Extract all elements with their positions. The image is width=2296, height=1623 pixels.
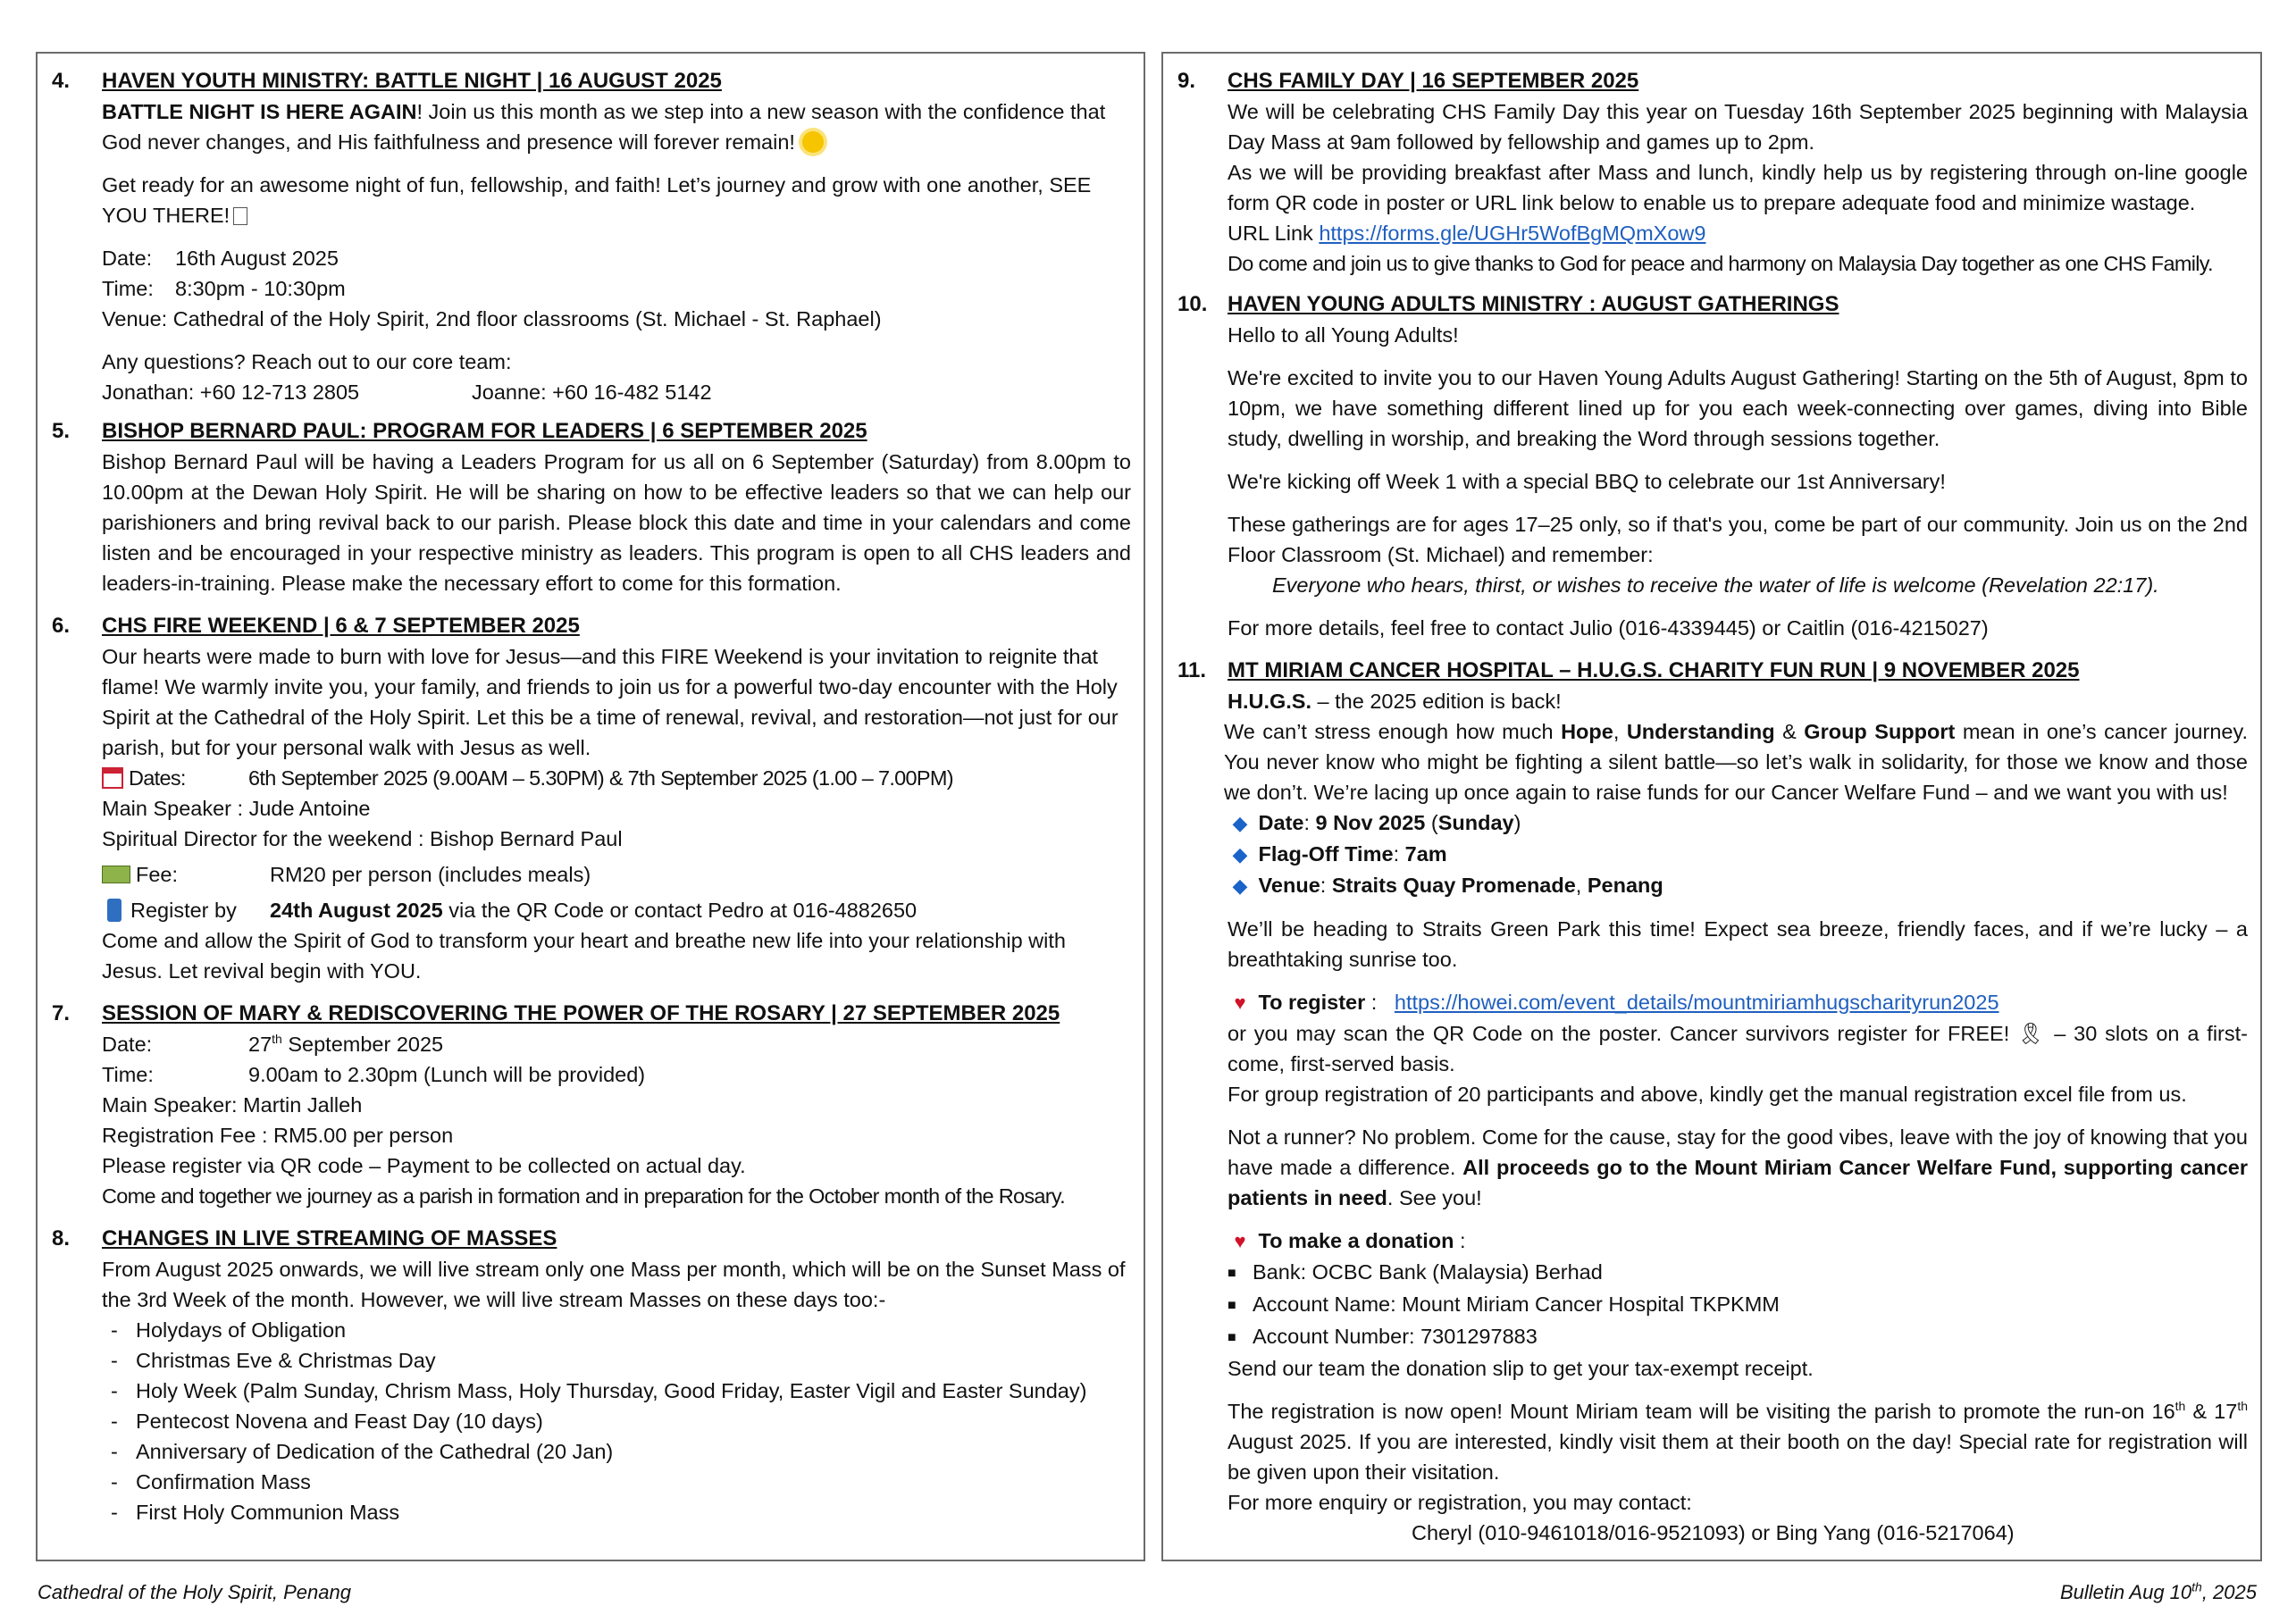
register-deadline: 24th August 2025	[270, 899, 443, 922]
sun-icon	[802, 131, 824, 153]
dates-value: 6th September 2025 (9.00AM – 5.30PM) & 7th September 2025 (1.00 – 7.00PM)	[248, 766, 953, 790]
fact-flagoff: ◆ Flag-Off Time: 7am	[1228, 839, 2248, 870]
contact-jonathan: Jonathan: +60 12-713 2805	[102, 381, 360, 404]
fact-extra: Sunday	[1437, 811, 1514, 834]
list-item: - Holy Week (Palm Sunday, Chrism Mass, Holy Thursday, Good Friday, Easter Vigil and Easter Sunday)	[111, 1379, 1087, 1402]
list-item: - Confirmation Mass	[111, 1470, 311, 1493]
footer-text: Bulletin Aug 10	[2059, 1581, 2192, 1603]
registration-fee: Registration Fee : RM5.00 per person	[102, 1124, 454, 1147]
hugs-paragraph	[1224, 716, 2248, 807]
section-9	[1177, 66, 2248, 279]
time-value: 8:30pm - 10:30pm	[175, 277, 346, 300]
venue: Venue: Cathedral of the Holy Spirit, 2nd floor classrooms (St. Michael - St. Raphael)	[102, 307, 882, 330]
family-day-form-link[interactable]: https://forms.gle/UGHr5WofBgMQmXow9	[1319, 222, 1706, 245]
fee-value: RM20 per person (includes meals)	[270, 863, 591, 886]
intro-bold: BATTLE NIGHT IS HERE AGAIN	[102, 100, 417, 123]
list-item: - First Holy Communion Mass	[111, 1501, 400, 1524]
fact-value: 9 Nov 2025	[1315, 811, 1426, 834]
calendar-icon	[102, 767, 123, 789]
section-body: Our hearts were made to burn with love for Jesus—and this FIRE Weekend is your invitation to reignite that flame! We warmly invite you, your family, and friends to join us for a powerful two-day encounter with the Holy Spirit at the Cathedral of the Holy Spirit. Let this be a time of renewal, revival, and restoration—not just for our parish, but for your personal walk with Jesus as well.	[102, 645, 1119, 759]
register-label: To register	[1258, 991, 1366, 1014]
date-label: Date:	[102, 247, 153, 270]
account-name: Account Name: Mount Miriam Cancer Hospital TKPKMM	[1253, 1293, 1780, 1316]
hugs-text: – the 2025 edition is back!	[1311, 690, 1562, 713]
list-item-text: Confirmation Mass	[136, 1470, 311, 1493]
time-label: Time:	[102, 1063, 154, 1086]
register-contact: via the QR Code or contact Pedro at 016-4882650	[442, 899, 918, 922]
bold-understanding: Understanding	[1626, 720, 1775, 743]
register-line: ♥ To register : https://howei.com/event_details/mountmiriamhugscharityrun2025	[1228, 987, 2248, 1018]
bank-name: Bank: OCBC Bank (Malaysia) Berhad	[1253, 1260, 1603, 1284]
register-link[interactable]: https://howei.com/event_details/mountmiriamhugscharityrun2025	[1394, 991, 1999, 1014]
paragraph-text: Get ready for an awesome night of fun, fellowship, and faith! Let’s journey and grow with one another, SEE YOU THERE!	[102, 173, 1092, 227]
contact-block	[102, 347, 1131, 407]
enquiry-contacts: Cheryl (010-9461018/016-9521093) or Bing Yang (016-5217064)	[1412, 1521, 2015, 1544]
list-item-text: Holydays of Obligation	[136, 1318, 347, 1342]
fact-label: Date	[1258, 811, 1304, 834]
suffix: th	[2237, 1399, 2248, 1414]
text: or you may scan the QR Code on the poster. Cancer survivors register for FREE!	[1228, 1022, 2010, 1045]
list-item: ■ Bank: OCBC Bank (Malaysia) Berhad	[1228, 1260, 1603, 1284]
date-value: 16th August 2025	[175, 247, 339, 270]
footer-text: , 2025	[2201, 1581, 2257, 1603]
text: mean in one’s cancer journey. You never know who might be fighting a silent battle—so let’s walk in solidarity, for those we know and those we don’t. We’re lacing up once again to raise funds for our Cancer Welfare Fund – and we want you with us!	[1224, 720, 2248, 804]
diamond-icon: ◆	[1232, 874, 1248, 897]
questions-text: Any questions? Reach out to our core team:	[102, 350, 512, 373]
section-4	[52, 66, 1131, 407]
section-heading: HAVEN YOUNG ADULTS MINISTRY : AUGUST GATHERINGS	[1228, 292, 1839, 316]
section-heading: SESSION OF MARY & REDISCOVERING THE POWER OF THE ROSARY | 27 SEPTEMBER 2025	[102, 1001, 1060, 1025]
section-heading: BISHOP BERNARD PAUL: PROGRAM FOR LEADERS | 6 SEPTEMBER 2025	[102, 419, 867, 443]
fact-label: Venue	[1258, 874, 1320, 897]
bold-group-support: Group Support	[1804, 720, 1956, 743]
list-item: - Holydays of Obligation	[111, 1318, 347, 1342]
section-closing: Come and together we journey as a parish in formation and in preparation for the October month of the Rosary.	[102, 1184, 1066, 1208]
list-item: - Christmas Eve & Christmas Day	[111, 1349, 436, 1372]
section-heading: CHANGES IN LIVE STREAMING OF MASSES	[102, 1226, 557, 1251]
paragraph	[1228, 1396, 2248, 1487]
fact-date: ◆ Date: 9 Nov 2025 (Sunday)	[1228, 807, 2248, 839]
list-item-text: Holy Week (Palm Sunday, Chrism Mass, Holy Thursday, Good Friday, Easter Vigil and Easter Sunday)	[136, 1379, 1087, 1402]
dates-label: Dates:	[129, 766, 186, 790]
text: – 30 slots on a first-come, first-served basis.	[1228, 1022, 2248, 1075]
event-facts	[1228, 807, 2248, 901]
fact-value: 7am	[1404, 842, 1447, 866]
section-7	[52, 999, 1131, 1211]
section-number: 7.	[52, 1001, 71, 1025]
fact-extra: Penang	[1587, 874, 1663, 897]
date-label: Date:	[102, 1033, 153, 1056]
section-heading: CHS FAMILY DAY | 16 SEPTEMBER 2025	[1228, 69, 1639, 93]
time-label: Time:	[102, 277, 154, 300]
greeting: Hello to all Young Adults!	[1228, 323, 1459, 347]
section-body: Bishop Bernard Paul will be having a Leaders Program for us all on 6 September (Saturday) from 8.00pm to 10.00pm at the Dewan Holy Spirit. He will be sharing on how to be effective leaders so that we can help our parishioners and bring revival back to our parish. Please block this date and time in your calendars and come listen and be encouraged in your respective ministry as leaders. This program is open to all CHS leaders and leaders-in-training. Please make the necessary effort to come for this formation.	[102, 450, 1131, 595]
section-6	[52, 611, 1131, 986]
date-rest: September 2025	[281, 1033, 444, 1056]
date-day: 27	[248, 1033, 272, 1056]
main-speaker: Main Speaker : Jude Antoine	[102, 797, 371, 820]
section-closing: Come and allow the Spirit of God to transform your heart and breathe new life into your relationship with Jesus. Let revival begin with YOU.	[102, 929, 1066, 983]
text: & 17	[2185, 1400, 2238, 1423]
fact-venue: ◆ Venue: Straits Quay Promenade, Penang	[1228, 870, 2248, 901]
section-number: 6.	[52, 614, 71, 638]
spiritual-director: Spiritual Director for the weekend : Bishop Bernard Paul	[102, 827, 623, 850]
donation-line: ♥ To make a donation :	[1228, 1226, 2248, 1257]
event-details	[102, 243, 1131, 334]
paragraph: We're excited to invite you to our Haven Young Adults August Gathering! Starting on the 5th of August, 8pm to 10pm, we have something different lined up for you each week-connecting over games, diving into Bible study, dwelling in worship, and breaking the Word through sessions together.	[1228, 366, 2248, 450]
fee-label: Fee:	[136, 863, 179, 886]
fact-label: Flag-Off Time	[1258, 842, 1394, 866]
section-body: From August 2025 onwards, we will live stream only one Mass per month, which will be on the Sunset Mass of the 3rd Week of the month. However, we will live stream Masses on these days too:-	[102, 1258, 1126, 1311]
suffix: th	[2174, 1399, 2186, 1414]
paragraph: These gatherings are for ages 17–25 only, so if that's you, come be part of our community. Join us on the 2nd Floor Classroom (St. Michael) and remember:	[1228, 513, 2248, 566]
section-11	[1177, 656, 2248, 1548]
register-note: Please register via QR code – Payment to be collected on actual day.	[102, 1154, 746, 1177]
section-body-2: As we will be providing breakfast after Mass and lunch, kindly help us by registering through on-line google form QR code in poster or URL link below to enable us to prepare adequate food and minimize wastage.	[1228, 161, 2248, 214]
bold-proceeds: All proceeds go to the Mount Miriam Cancer Welfare Fund, supporting cancer patients in need	[1228, 1156, 2248, 1209]
section-body: We will be celebrating CHS Family Day this year on Tuesday 16th September 2025 beginning with Malaysia Day Mass at 9am followed by fellowship and games up to 2pm.	[1228, 100, 2248, 154]
diamond-icon: ◆	[1232, 843, 1248, 866]
list-item-text: Pentecost Novena and Feast Day (10 days)	[136, 1410, 543, 1433]
time-value: 9.00am to 2.30pm (Lunch will be provided)	[248, 1063, 646, 1086]
phone-icon	[107, 899, 122, 922]
section-number: 10.	[1177, 292, 1208, 316]
section-heading: HAVEN YOUTH MINISTRY: BATTLE NIGHT | 16 AUGUST 2025	[102, 69, 722, 93]
intro-text: ! Join us this month as we step into a new season with the confidence that God never changes, and His faithfulness and presence will forever remain!	[102, 100, 1106, 154]
text: . See you!	[1387, 1186, 1482, 1209]
donation-slip-note: Send our team the donation slip to get your tax-exempt receipt.	[1228, 1357, 1814, 1380]
section-paragraph	[102, 170, 1131, 230]
register-note	[1228, 1018, 2248, 1079]
register-label: Register by	[130, 899, 237, 922]
enquiry-text: For more enquiry or registration, you may contact:	[1228, 1491, 1692, 1514]
text: The registration is now open! Mount Miriam team will be visiting the parish to promote the run-on 16	[1228, 1400, 2175, 1423]
hugs-bold: H.U.G.S.	[1228, 690, 1312, 713]
section-number: 8.	[52, 1226, 71, 1251]
section-closing: Do come and join us to give thanks to God for peace and harmony on Malaysia Day together as one CHS Family.	[1228, 252, 2213, 275]
section-number: 11.	[1177, 658, 1207, 682]
section-number: 9.	[1177, 69, 1196, 93]
paragraph	[1228, 1122, 2248, 1213]
fact-value: Straits Quay Promenade	[1331, 874, 1576, 897]
paragraph: We're kicking off Week 1 with a special BBQ to celebrate our 1st Anniversary!	[1228, 470, 1946, 493]
text: ,	[1613, 720, 1627, 743]
money-icon	[102, 866, 130, 883]
list-item: - Pentecost Novena and Feast Day (10 days)	[111, 1410, 543, 1433]
section-10	[1177, 289, 2248, 643]
scripture-quote: Everyone who hears, thirst, or wishes to receive the water of life is welcome (Revelation 22:17).	[1272, 573, 2159, 597]
list-item: ■ Account Name: Mount Miriam Cancer Hospital TKPKMM	[1228, 1293, 1780, 1316]
section-number: 5.	[52, 419, 71, 443]
donation-label: To make a donation	[1258, 1229, 1454, 1252]
livestream-list	[102, 1315, 1131, 1527]
text: Not a runner? No problem. Come for the cause, stay for the good vibes, leave with the joy of knowing that you have made a difference.	[1228, 1125, 2248, 1179]
contact-joanne: Joanne: +60 16-482 5142	[472, 381, 712, 404]
heart-icon: ♥	[1234, 991, 1246, 1014]
footer-left: Cathedral of the Holy Spirit, Penang	[38, 1581, 351, 1603]
url-label: URL Link	[1228, 222, 1320, 245]
left-column	[36, 52, 1145, 1561]
text: We can’t stress enough how much	[1224, 720, 1562, 743]
right-column	[1161, 52, 2262, 1561]
list-item: - Anniversary of Dedication of the Cathedral (20 Jan)	[111, 1440, 614, 1463]
bank-details	[1228, 1257, 2248, 1353]
text: &	[1774, 720, 1805, 743]
section-5	[52, 416, 1131, 598]
list-item: ■ Account Number: 7301297883	[1228, 1325, 1538, 1348]
list-item-text: Christmas Eve & Christmas Day	[136, 1349, 436, 1372]
section-heading: CHS FIRE WEEKEND | 6 & 7 SEPTEMBER 2025	[102, 614, 580, 638]
section-heading: MT MIRIAM CANCER HOSPITAL – H.U.G.S. CHARITY FUN RUN | 9 NOVEMBER 2025	[1228, 658, 2080, 682]
paragraph: For more details, feel free to contact Julio (016-4339445) or Caitlin (016-4215027)	[1228, 616, 1989, 640]
emoji-placeholder-icon	[233, 207, 247, 225]
date-suffix: th	[272, 1032, 282, 1047]
list-item-text: Anniversary of Dedication of the Cathedral (20 Jan)	[136, 1440, 614, 1463]
paragraph: We’ll be heading to Straits Green Park this time! Expect sea breeze, friendly faces, and if we’re lucky – a breathtaking sunrise too.	[1228, 917, 2248, 971]
section-8	[52, 1224, 1131, 1527]
main-speaker: Main Speaker: Martin Jalleh	[102, 1093, 363, 1117]
section-intro	[102, 96, 1131, 157]
diamond-icon: ◆	[1232, 812, 1248, 834]
account-number: Account Number: 7301297883	[1253, 1325, 1538, 1348]
heart-icon: ♥	[1234, 1230, 1246, 1252]
footer-suffix: th	[2191, 1579, 2202, 1594]
text: August 2025. If you are interested, kindly visit them at their booth on the day! Special rate for registration will be given upon their visitation.	[1228, 1430, 2248, 1484]
footer-right	[2060, 1579, 2257, 1606]
list-item-text: First Holy Communion Mass	[136, 1501, 400, 1524]
bold-hope: Hope	[1561, 720, 1613, 743]
group-registration-note: For group registration of 20 participants and above, kindly get the manual registration excel file from us.	[1228, 1083, 2187, 1106]
ribbon-icon: 🎗	[2017, 1022, 2047, 1045]
section-number: 4.	[52, 69, 71, 93]
